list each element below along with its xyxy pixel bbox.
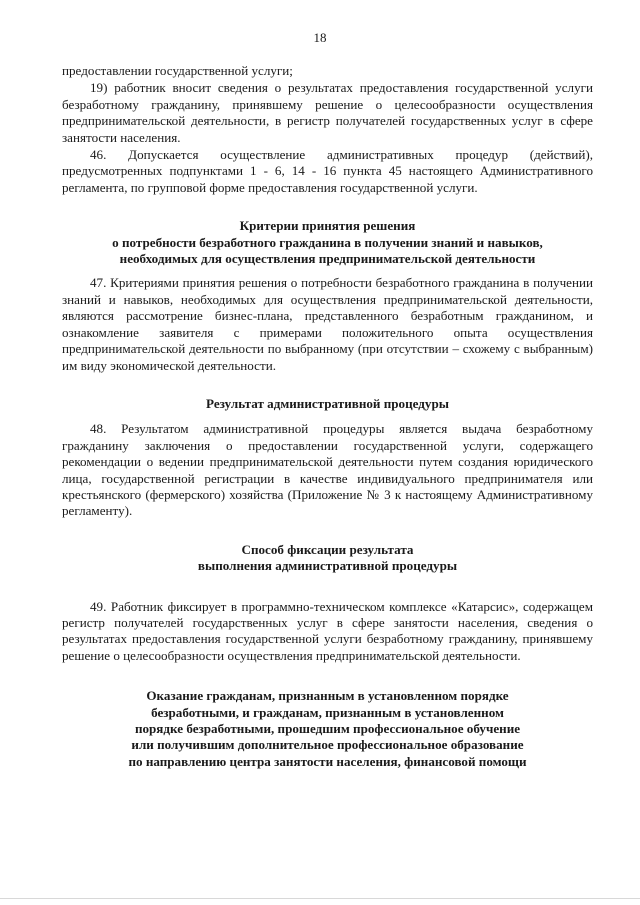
- heading-line: необходимых для осуществления предпринимательской деятельности: [119, 251, 536, 267]
- heading-services: [62, 688, 593, 770]
- paragraph-19: 19) работник вносит сведения о результатах предоставления государственной услуги безработному гражданину, принявшему решение о целесообразности осуществления предпринимательской деятельности, в регистр получателей государственных услуг в сфере занятости населения.: [62, 80, 593, 145]
- heading-line: о потребности безработного гражданина в получении знаний и навыков,: [112, 234, 543, 250]
- paragraph-46: 46. Допускается осуществление административных процедур (действий), предусмотренных подпунктами 1 - 6, 14 - 16 пункта 45 настоящего Административного регламента, по групповой форме предоставления государственной услуги.: [62, 147, 593, 195]
- heading-line: порядке безработными, прошедшим профессиональное обучение: [134, 721, 521, 736]
- heading-line: по направлению центра занятости населения, финансовой помощи: [128, 753, 527, 769]
- heading-line: Способ фиксации результата: [241, 541, 414, 557]
- heading-line: Оказание гражданам, признанным в установленном порядке: [146, 688, 509, 704]
- page-bottom-edge: [0, 898, 640, 899]
- heading-line: Критерии принятия решения: [239, 218, 416, 234]
- page-number: 18: [313, 30, 327, 45]
- heading-line: выполнения административной процедуры: [197, 558, 458, 574]
- document-body: [62, 63, 593, 770]
- paragraph-continuation: предоставлении государственной услуги;: [62, 63, 293, 78]
- heading-criteria: [62, 218, 593, 267]
- paragraph-49: 49. Работник фиксирует в программно-техническом комплексе «Катарсис», содержащем регистр получателей государственных услуг в сфере занятости населения, сведения о результатах предоставления государственной услуги безработному гражданину, принявшему решение о целесообразности осуществления предпринимательской деятельности.: [62, 598, 593, 663]
- paragraph-47: 47. Критериями принятия решения о потребности безработного гражданина в получении знаний и навыков, необходимых для осуществления предпринимательской деятельности, являются рассмотрение бизнес-плана, представленного безработным гражданином, и ознакомление заявителя с примерами положительного опыта осуществления предпринимательской деятельности по выбранному (при отсутствии – схожему с выбранным) им виду экономической деятельности.: [62, 275, 593, 373]
- heading-line: безработными, и гражданам, признанным в установленном: [151, 704, 504, 720]
- heading-fixation: [62, 542, 593, 575]
- paragraph-48: 48. Результатом административной процедуры является выдача безработному гражданину заключения о предоставлении государственной услуги, содержащего рекомендации о ведении предпринимательской деятельности путем создания юридического лица, государственной регистрации в качестве индивидуального предпринимателя или крестьянского (фермерского) хозяйства (Приложение № 3 к настоящему Административному регламенту).: [62, 421, 593, 519]
- heading-result: [62, 396, 593, 412]
- heading-line: или получившим дополнительное профессиональное образование: [131, 737, 524, 753]
- heading-line: Результат административной процедуры: [206, 395, 449, 411]
